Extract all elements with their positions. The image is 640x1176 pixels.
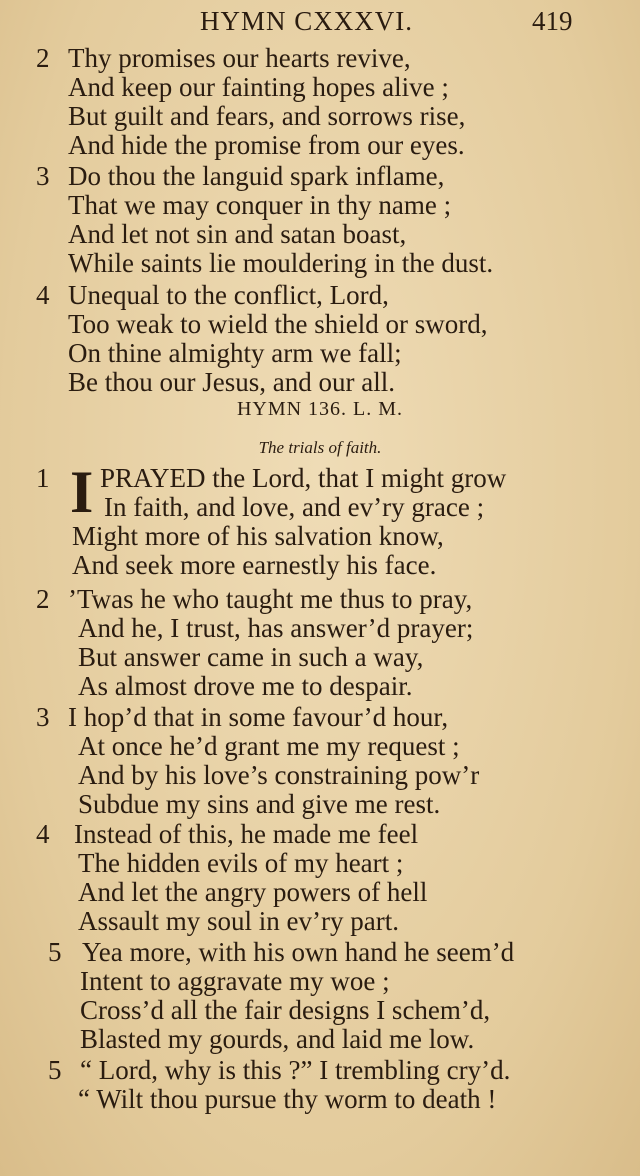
stanza-number: 1 xyxy=(36,463,50,493)
verse-line: Assault my soul in ev’ry part. xyxy=(78,906,399,936)
stanza-number: 3 xyxy=(36,702,50,732)
stanza-number: 2 xyxy=(36,43,50,73)
verse-line: As almost drove me to despair. xyxy=(78,671,413,701)
verse-line: I hop’d that in some favour’d hour, xyxy=(68,702,449,732)
hymn-subtitle: The trials of faith. xyxy=(258,438,382,457)
verse-line: “ Wilt thou pursue thy worm to death ! xyxy=(78,1084,497,1114)
first-word: PRAYED xyxy=(100,463,206,493)
stanza-number: 3 xyxy=(36,161,50,191)
verse-line: Might more of his salvation know, xyxy=(72,521,444,551)
verse-line: That we may conquer in thy name ; xyxy=(68,190,452,220)
verse-line: And seek more earnestly his face. xyxy=(72,550,437,580)
verse-line: Too weak to wield the shield or sword, xyxy=(68,309,488,339)
verse-line: “ Lord, why is this ?” I trembling cry’d. xyxy=(80,1055,511,1085)
verse-line: And hide the promise from our eyes. xyxy=(68,130,465,160)
verse-line: Blasted my gourds, and laid me low. xyxy=(80,1024,475,1054)
verse-line: Instead of this, he made me feel xyxy=(74,819,419,849)
running-title: HYMN CXXXVI. xyxy=(200,6,413,36)
verse-line: Yea more, with his own hand he seem’d xyxy=(82,937,515,967)
verse-line: Thy promises our hearts revive, xyxy=(68,43,411,73)
stanza-number: 5 xyxy=(48,1055,62,1085)
verse-line: Subdue my sins and give me rest. xyxy=(78,789,441,819)
verse-line: Cross’d all the fair designs I schem’d, xyxy=(80,995,491,1025)
stanza-number: 2 xyxy=(36,584,50,614)
stanza-number: 4 xyxy=(36,819,50,849)
stanza-number: 4 xyxy=(36,280,50,310)
verse-line: And he, I trust, has answer’d prayer; xyxy=(78,613,474,643)
verse-line: Intent to aggravate my woe ; xyxy=(80,966,390,996)
verse-line: At once he’d grant me my request ; xyxy=(78,731,460,761)
verse-line: Unequal to the conflict, Lord, xyxy=(68,280,389,310)
verse-line: And keep our fainting hopes alive ; xyxy=(68,72,449,102)
verse-line: And let the angry powers of hell xyxy=(78,877,428,907)
stanza-number: 5 xyxy=(48,937,62,967)
verse-line xyxy=(100,464,506,493)
verse-line: The hidden evils of my heart ; xyxy=(78,848,404,878)
hymn-title: HYMN 136. L. M. xyxy=(236,398,404,420)
verse-line: And by his love’s constraining pow’r xyxy=(78,760,480,790)
verse-line: But guilt and fears, and sorrows rise, xyxy=(68,101,466,131)
verse-line-rest: the Lord, that I might grow xyxy=(205,463,507,493)
verse-line: Be thou our Jesus, and our all. xyxy=(68,367,395,397)
verse-line: ’Twas he who taught me thus to pray, xyxy=(68,584,473,614)
verse-line: In faith, and love, and ev’ry grace ; xyxy=(104,492,485,522)
verse-line: But answer came in such a way, xyxy=(78,642,424,672)
verse-line: Do thou the languid spark inflame, xyxy=(68,161,445,191)
page-number: 419 xyxy=(532,6,573,36)
running-header xyxy=(0,6,640,38)
drop-cap: I xyxy=(70,459,94,525)
verse-line: And let not sin and satan boast, xyxy=(68,219,407,249)
verse-line: On thine almighty arm we fall; xyxy=(68,338,402,368)
verse-line: While saints lie mouldering in the dust. xyxy=(68,248,494,278)
